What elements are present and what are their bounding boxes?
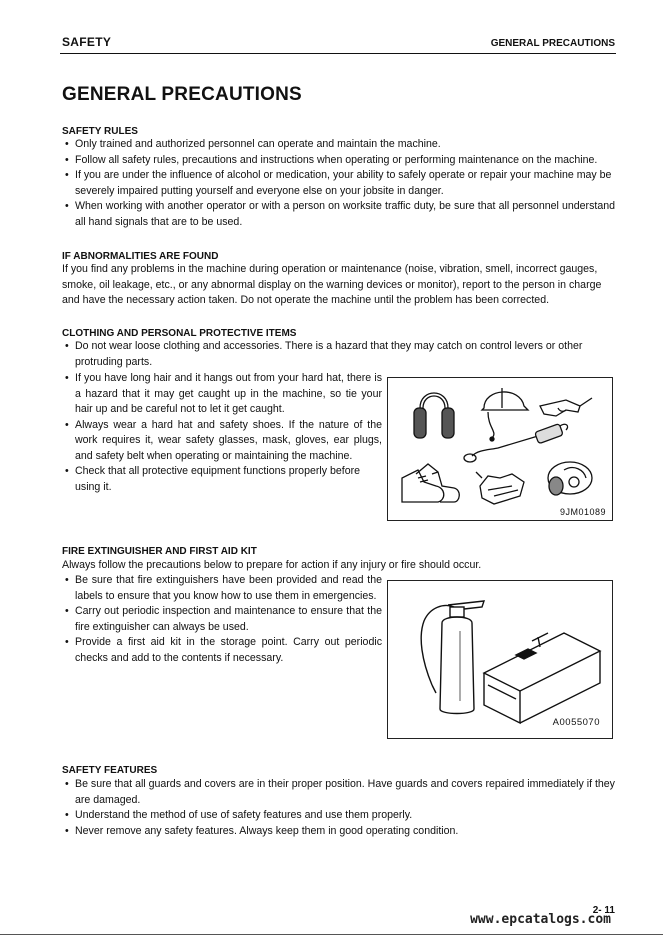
figure-code: 9JM01089 [559, 507, 606, 517]
protective-equipment-figure [387, 377, 613, 521]
figure-code: A0055070 [552, 717, 600, 728]
fire-extinguisher-first-aid-figure [387, 580, 613, 739]
list-item: • Follow all safety rules, precautions and instructions when operating or performing maintenance on the machine. [65, 153, 598, 166]
fire-extinguisher-icon [421, 601, 484, 714]
list-item: • When working with another operator or with a person on worksite traffic duty, be sure that all personnel understand all hand signals that are to be used. [65, 200, 615, 228]
list-item: • Carry out periodic inspection and maintenance to ensure that the fire extinguisher can always be used. [65, 605, 382, 633]
clothing-list-top [62, 339, 615, 370]
respirator-mask-icon [548, 462, 592, 495]
gloves-icon [476, 472, 524, 504]
header-chapter-label: GENERAL PRECAUTIONS [490, 38, 615, 49]
safety-shoes-icon [402, 464, 459, 502]
list-item: • Never remove any safety features. Always keep them in good operating condition. [65, 824, 459, 837]
list-item: • Be sure that all guards and covers are in their proper position. Have guards and covers repaired immediately if they are damaged. [65, 778, 615, 806]
list-item: • Only trained and authorized personnel can operate and maintain the machine. [65, 138, 441, 150]
section-heading-safety-rules: SAFETY RULES [62, 126, 138, 137]
section-heading-abnormalities: IF ABNORMALITIES ARE FOUND [62, 251, 219, 262]
hard-hat-icon [482, 388, 528, 441]
list-item: • If you have long hair and it hangs out from your hard hat, there is a hazard that it may get caught up in the machine, so tie your hair up and be careful not to let it get caught. [65, 372, 382, 415]
abnormalities-paragraph: If you find any problems in the machine during operation or maintenance (noise, vibration, smell, incorrect gauges, smoke, oil leakage, etc., or any abnormal display on the warning devices or monitor), report to the person in charge and have the necessary action taken. Do not operate the machine until the problem has been corrected. [62, 263, 602, 306]
safety-glasses-icon [540, 398, 592, 416]
first-aid-kit-icon [484, 633, 600, 723]
page-title: GENERAL PRECAUTIONS [62, 84, 302, 105]
bottom-divider [0, 934, 663, 935]
section-heading-safety-features: SAFETY FEATURES [62, 765, 158, 776]
fire-intro-paragraph: Always follow the precautions below to prepare for action if any injury or fire should occur. [62, 559, 482, 571]
list-item: • Be sure that fire extinguishers have been provided and read the labels to ensure that you know how to use them in emergencies. [65, 574, 382, 602]
list-item: • Always wear a hard hat and safety shoes. If the nature of the work requires it, wear safety glasses, mask, gloves, ear plugs, and safety belt when operating or maintaining the machine. [65, 418, 382, 462]
list-item: • Understand the method of use of safety features and use them properly. [65, 809, 413, 821]
fire-extinguisher-illustration [388, 581, 612, 738]
list-item: • Check that all protective equipment functions properly before using it. [65, 465, 361, 493]
watermark: www.epcatalogs.com [470, 912, 611, 927]
list-item: • Provide a first aid kit in the storage point. Carry out periodic checks and add to the contents if necessary. [65, 636, 382, 664]
safety-features-list [62, 777, 615, 839]
list-item: • If you are under the influence of alcohol or medication, your ability to safely operate or repair your machine may be severely impaired putting yourself and everyone else on your jobsite in danger. [65, 169, 612, 197]
protective-equipment-illustration [388, 378, 612, 520]
section-heading-clothing: CLOTHING AND PERSONAL PROTECTIVE ITEMS [62, 328, 297, 339]
safety-rules-list [62, 137, 615, 230]
clothing-list [62, 371, 382, 495]
fire-list [62, 573, 382, 666]
header-section-label: SAFETY [62, 35, 112, 49]
header-divider [60, 53, 616, 54]
safety-belt-icon [464, 424, 568, 462]
page-number: 2- 11 [592, 905, 615, 916]
list-item: • Do not wear loose clothing and accessories. There is a hazard that they may catch on control levers or other protruding parts. [65, 340, 583, 368]
ear-muffs-icon [414, 393, 454, 438]
section-heading-fire-extinguisher: FIRE EXTINGUISHER AND FIRST AID KIT [62, 546, 257, 557]
